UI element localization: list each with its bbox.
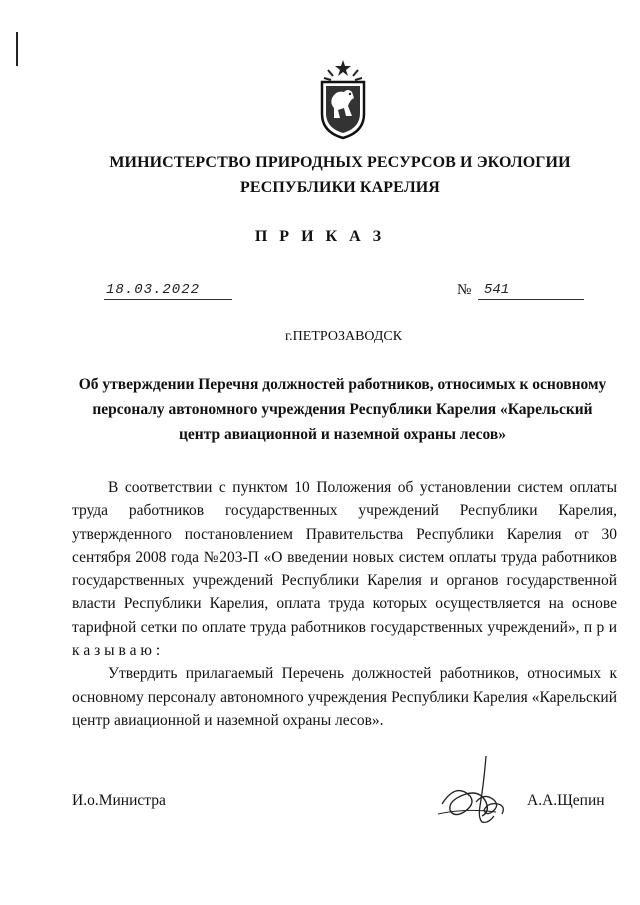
document-body: [72, 476, 617, 732]
body-paragraph: Утвердить прилагаемый Перечень должностей работников, относимых к основному персоналу автономного учреждения Республики Карелия «Карельский центр авиационной и наземной охраны лесов».: [72, 665, 617, 729]
ministry-title: МИНИСТЕРСТВО ПРИРОДНЫХ РЕСУРСОВ И ЭКОЛОГИИ РЕСПУБЛИКИ КАРЕЛИЯ: [109, 154, 571, 196]
signatory-position: И.о.Министра: [72, 792, 166, 809]
document-date: 18.03.2022: [106, 282, 201, 298]
number-label: №: [457, 282, 472, 298]
scan-artifact: [16, 32, 18, 66]
date-field: [104, 280, 232, 300]
coat-of-arms-icon: [318, 58, 368, 140]
handwritten-signature: [436, 752, 526, 830]
body-paragraph: В соответствии с пунктом 10 Положения об установлении систем оплаты труда работников государственных учреждений Республики Карелия, утвержденного постановлением Правительства Республики Карелия от 30 сентября 2008 года №203-П «О введении новых систем оплаты труда работников государственных учреждений Республики Карелия и органов государственной власти Республики Карелия, оплата труда которых осуществляется на основе тарифной сетки по оплате труда работников государственных учреждений», п р и к а з ы в а ю :: [72, 479, 617, 660]
number-field: [478, 280, 584, 300]
city: г.ПЕТРОЗАВОДСК: [285, 329, 403, 344]
signatory-name: А.А.Щепин: [527, 792, 605, 809]
document-title: Об утверждении Перечня должностей работников, относимых к основному персоналу автономного учреждения Республики Карелия «Карельский центр авиационной и наземной охраны лесов»: [78, 376, 607, 443]
document-number: 541: [484, 282, 510, 298]
document-type: П Р И К А З: [254, 228, 386, 245]
